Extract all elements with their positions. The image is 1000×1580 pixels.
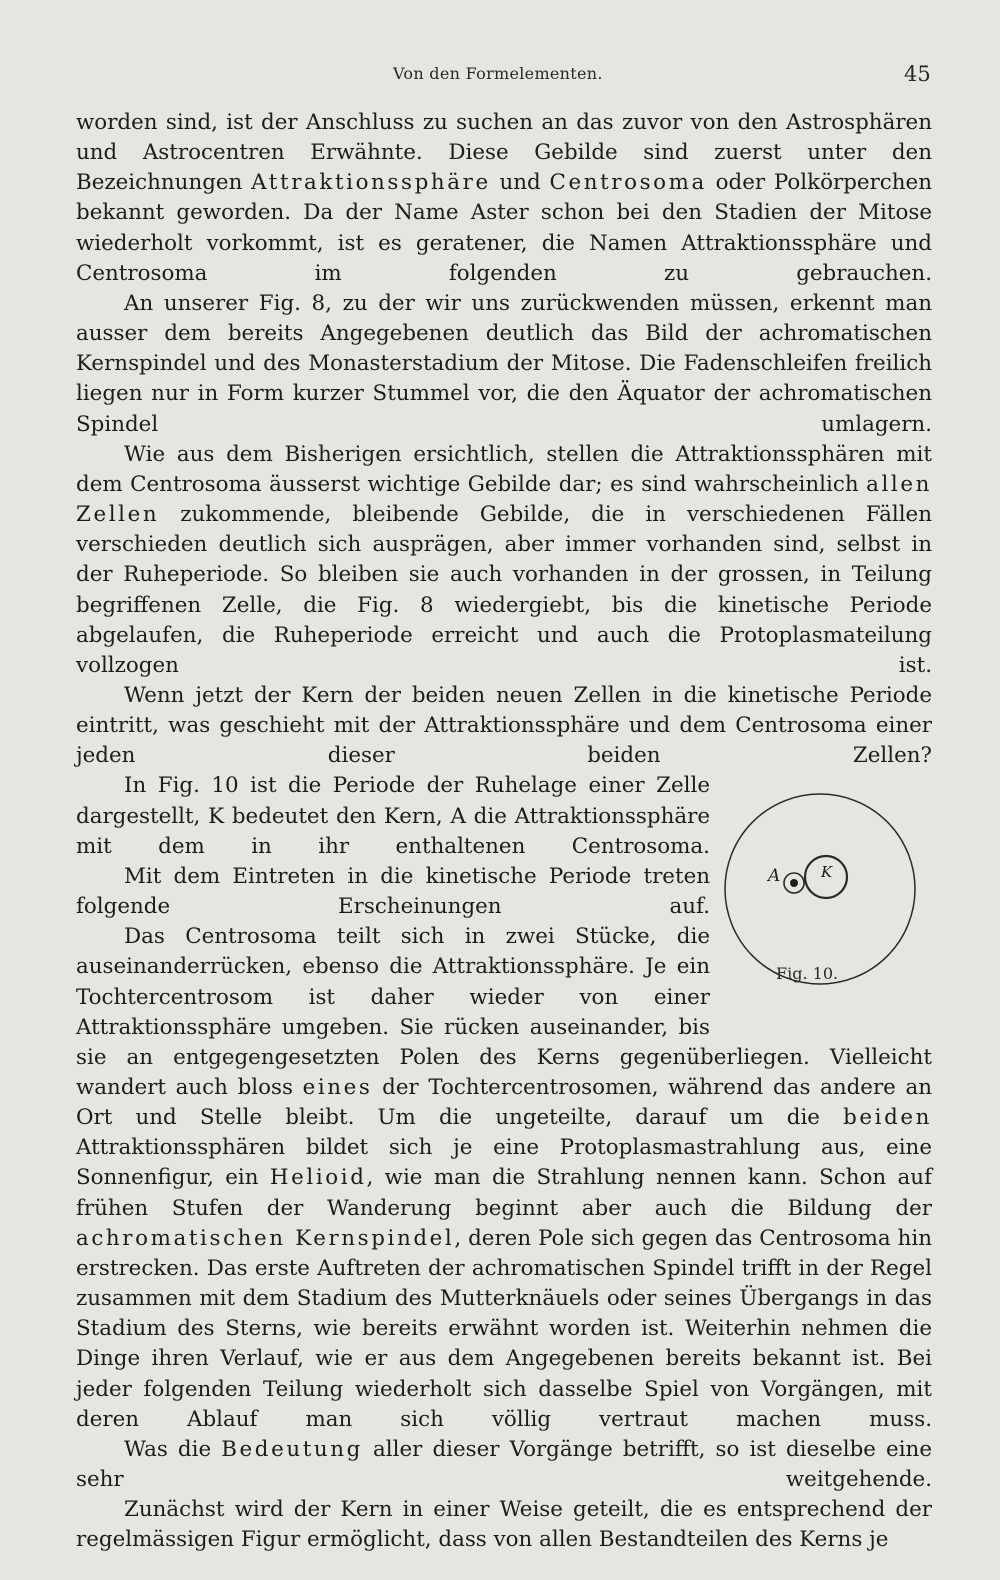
p7-spaced-term-1: eines bbox=[302, 1075, 373, 1100]
p7-spaced-term-4: achromatischen Kernspindel bbox=[76, 1225, 455, 1251]
page-number: 45 bbox=[904, 62, 931, 86]
cell-outline bbox=[725, 794, 915, 984]
p7-text-4: , wie man die Strahlung nennen kann. Schon auf frühen Stufen der Wanderung beginnt aber auch die Bildung der bbox=[76, 1165, 932, 1221]
p7-text-1: Das Centrosoma teilt sich in zwei Stücke, die auseinanderrücken, ebenso die Attraktionssphäre. Je ein Tochtercentrosom ist daher wieder von einer Attraktionssphäre umgeben. Sie rücken auseinander, bis sie an entgegengesetzten Polen des Kerns gegenüberliegen. Vielleicht wandert auch bloss bbox=[76, 924, 932, 1100]
paragraph-3 bbox=[76, 440, 932, 681]
paragraph-2: An unserer Fig. 8, zu der wir uns zurückwenden müssen, erkennt man ausser dem bereits Angegebenen deutlich das Bild der achromatischen Kernspindel und des Monasterstadium der Mitose. Die Fadenschleifen freilich liegen nur in Form kurzer Stummel vor, die den Äquator der achromatischen Spindel umlagern. bbox=[76, 290, 932, 437]
p3-spaced-term-1: allen Zellen bbox=[76, 471, 932, 528]
p8-text-2: aller dieser Vorgänge betrifft, so ist dieselbe eine sehr weitgehende. bbox=[76, 1436, 932, 1493]
p7-spaced-term-2: beiden bbox=[843, 1105, 932, 1131]
paragraph-6: Mit dem Eintreten in die kinetische Periode treten folgende Erscheinungen auf. bbox=[76, 863, 710, 920]
p1-text-3: oder Polkörperchen bekannt geworden. Da der Name Aster schon bei den Stadien der Mitose wiederholt vorkommt, ist es geratener, die Namen Attraktionssphäre und Centrosoma im folgenden zu gebrauchen. bbox=[76, 170, 932, 286]
label-a: A bbox=[768, 866, 781, 887]
paragraph-5: In Fig. 10 ist die Periode der Ruhelage einer Zelle dargestellt, K bedeutet den Kern, A die Attraktionssphäre mit dem in ihr enthaltenen Centrosoma. bbox=[76, 773, 710, 859]
p1-text-2: und bbox=[490, 170, 550, 196]
paragraph-4: Wenn jetzt der Kern der beiden neuen Zellen in die kinetische Periode eintritt, was geschieht mit der Attraktionssphäre und dem Centrosoma einer jeden dieser beiden Zellen? bbox=[76, 682, 932, 769]
p3-text-2: zukommende, bleibende Gebilde, die in verschiedenen Fällen verschieden deutlich sich ausprägen, aber immer vorhanden sind, selbst in der Ruheperiode. So bleiben sie auch vorhanden in der grossen, in Teilung begriffenen Zelle, die Fig. 8 wiedergiebt, bis die kinetische Periode abgelaufen, die Ruheperiode erreicht und auch die Protoplasmateilung vollzogen ist. bbox=[76, 502, 932, 678]
p7-spaced-term-3: Helioid bbox=[269, 1165, 367, 1191]
p3-text-1: Wie aus dem Bisherigen ersichtlich, stellen die Attraktionssphären mit dem Centrosoma äusserst wichtige Gebilde dar; es sind wahrscheinlich bbox=[76, 441, 932, 497]
p1-spaced-term-1: Attraktionssphäre bbox=[251, 170, 491, 196]
figure-10 bbox=[720, 771, 932, 1019]
centrosome bbox=[790, 879, 798, 887]
p8-text-1: Was die bbox=[124, 1436, 222, 1462]
paragraph-9: Zunächst wird der Kern in einer Weise geteilt, die es entsprechend der regelmässigen Figur ermöglicht, dass von allen Bestandteilen des Kerns je bbox=[76, 1497, 932, 1553]
p7-text-3: Attraktionssphären bildet sich je eine Protoplasmastrahlung aus, eine Sonnenfigur, ein bbox=[76, 1135, 932, 1191]
p1-spaced-term-2: Centrosoma bbox=[549, 170, 707, 196]
page-header bbox=[0, 60, 1000, 90]
label-k: K bbox=[821, 863, 833, 882]
paragraph-8 bbox=[76, 1435, 932, 1495]
figure-caption: Fig. 10. bbox=[776, 964, 839, 984]
p7-text-2: der Tochtercentrosomen, während das andere an Ort und Stelle bleibt. Um die ungeteilte, darauf um die bbox=[76, 1075, 932, 1131]
p1-text-1: worden sind, ist der Anschluss zu suchen an das zuvor von den Astrosphären und Astrocentren Erwähnte. Diese Gebilde sind zuerst unter den Bezeichnungen bbox=[76, 110, 932, 196]
p8-spaced-term-1: Bedeutung bbox=[221, 1436, 363, 1462]
paragraph-1 bbox=[76, 108, 932, 289]
running-title: Von den Formelementen. bbox=[393, 64, 603, 83]
body-text bbox=[76, 108, 932, 1556]
p7-text-5: , deren Pole sich gegen das Centrosoma hin erstrecken. Das erste Auftreten der achromatischen Spindel trifft in der Regel zusammen mit dem Stadium des Mutterknäuels oder seines Übergangs in das Stadium des Sterns, wie bereits erwähnt worden ist. Weiterhin nehmen die Dinge ihren Verlauf, wie er aus dem Angegebenen bereits bekannt ist. Bei jeder folgenden Teilung wiederholt sich dasselbe Spiel von Vorgängen, mit deren Ablauf man sich völlig vertraut machen muss. bbox=[76, 1225, 932, 1432]
